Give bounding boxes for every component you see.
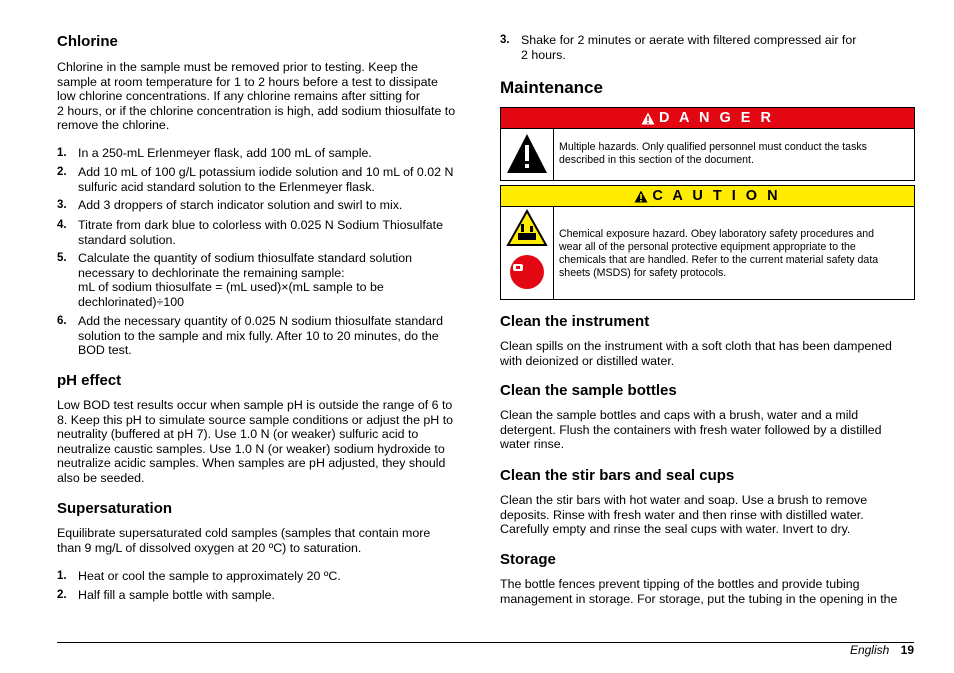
footer: [850, 643, 914, 657]
danger-label: D A N G E R: [659, 110, 774, 126]
clean-bottles-text: Clean the sample bottles and caps with a brush, water and a mild detergent. Flush the containers with fresh water followed by a distilled water rinse.: [500, 408, 882, 452]
storage-heading: Storage: [500, 551, 556, 568]
clean-stir-heading: Clean the stir bars and seal cups: [500, 467, 735, 484]
caution-box: [500, 185, 915, 300]
protective-equipment-icon: [501, 251, 553, 301]
clean-stir-text: Clean the stir bars with hot water and soap. Use a brush to remove deposits. Rinse with fresh water and then rinse with distilled water. Carefully empty and rinse the seal cups with water. Invert to dry.: [500, 493, 868, 537]
maintenance-heading: Maintenance: [500, 78, 603, 97]
clean-instrument-text: Clean spills on the instrument with a soft cloth that has been dampened with deionized or distilled water.: [500, 339, 892, 368]
caution-label: C A U T I O N: [652, 188, 781, 204]
warning-triangle-icon: [634, 190, 648, 203]
caution-text: Chemical exposure hazard. Obey laboratory safety procedures and wear all of the personal protective equipment appropriate to the chemicals that are handled. Refer to the current material safety data sheets (MSDS) for safety protocols.: [559, 228, 879, 279]
page-number: 19: [900, 643, 914, 657]
chlorine-heading: Chlorine: [57, 33, 118, 50]
general-hazard-icon: [501, 129, 553, 180]
footer-language: English: [849, 643, 890, 657]
danger-header: [501, 108, 914, 129]
danger-text: Multiple hazards. Only qualified personnel must conduct the tasks described in this section of the document.: [559, 141, 867, 166]
clean-bottles-heading: Clean the sample bottles: [500, 382, 677, 399]
danger-box: [500, 107, 915, 181]
storage-text: The bottle fences prevent tipping of the bottles and provide tubing management in storage. For storage, put the tubing in the opening in the: [500, 577, 898, 606]
supersaturation-heading: Supersaturation: [57, 500, 173, 517]
warning-triangle-icon: [641, 112, 655, 125]
chlorine-intro: Chlorine in the sample must be removed prior to testing. Keep the sample at room temperature for 1 to 2 hours before a test to dissipate low chlorine concentrations. If any chlorine remains after sitting for 2 hours, or if the chlorine concentration is high, add sodium thiosulfate to remove the chlorine.: [57, 60, 456, 133]
supersaturation-text: Equilibrate supersaturated cold samples (samples that contain more than 9 mg/L of dissolved oxygen at 20 ºC) to saturation.: [57, 526, 431, 555]
ph-effect-text: Low BOD test results occur when sample pH is outside the range of 6 to 8. Keep this pH to simulate source sample conditions or adjust the pH to neutrality (buffered at pH 7). Use 1.0 N (or weaker) sulfuric acid to neutralize caustic samples. Use 1.0 N (or weaker) sodium hydroxide to neutralize acidic samples. When samples are pH adjusted, they should also be seeded.: [57, 398, 454, 485]
caution-header: [501, 186, 914, 207]
clean-instrument-heading: Clean the instrument: [500, 313, 650, 330]
ph-effect-heading: pH effect: [57, 372, 122, 389]
footer-rule: [57, 642, 914, 643]
